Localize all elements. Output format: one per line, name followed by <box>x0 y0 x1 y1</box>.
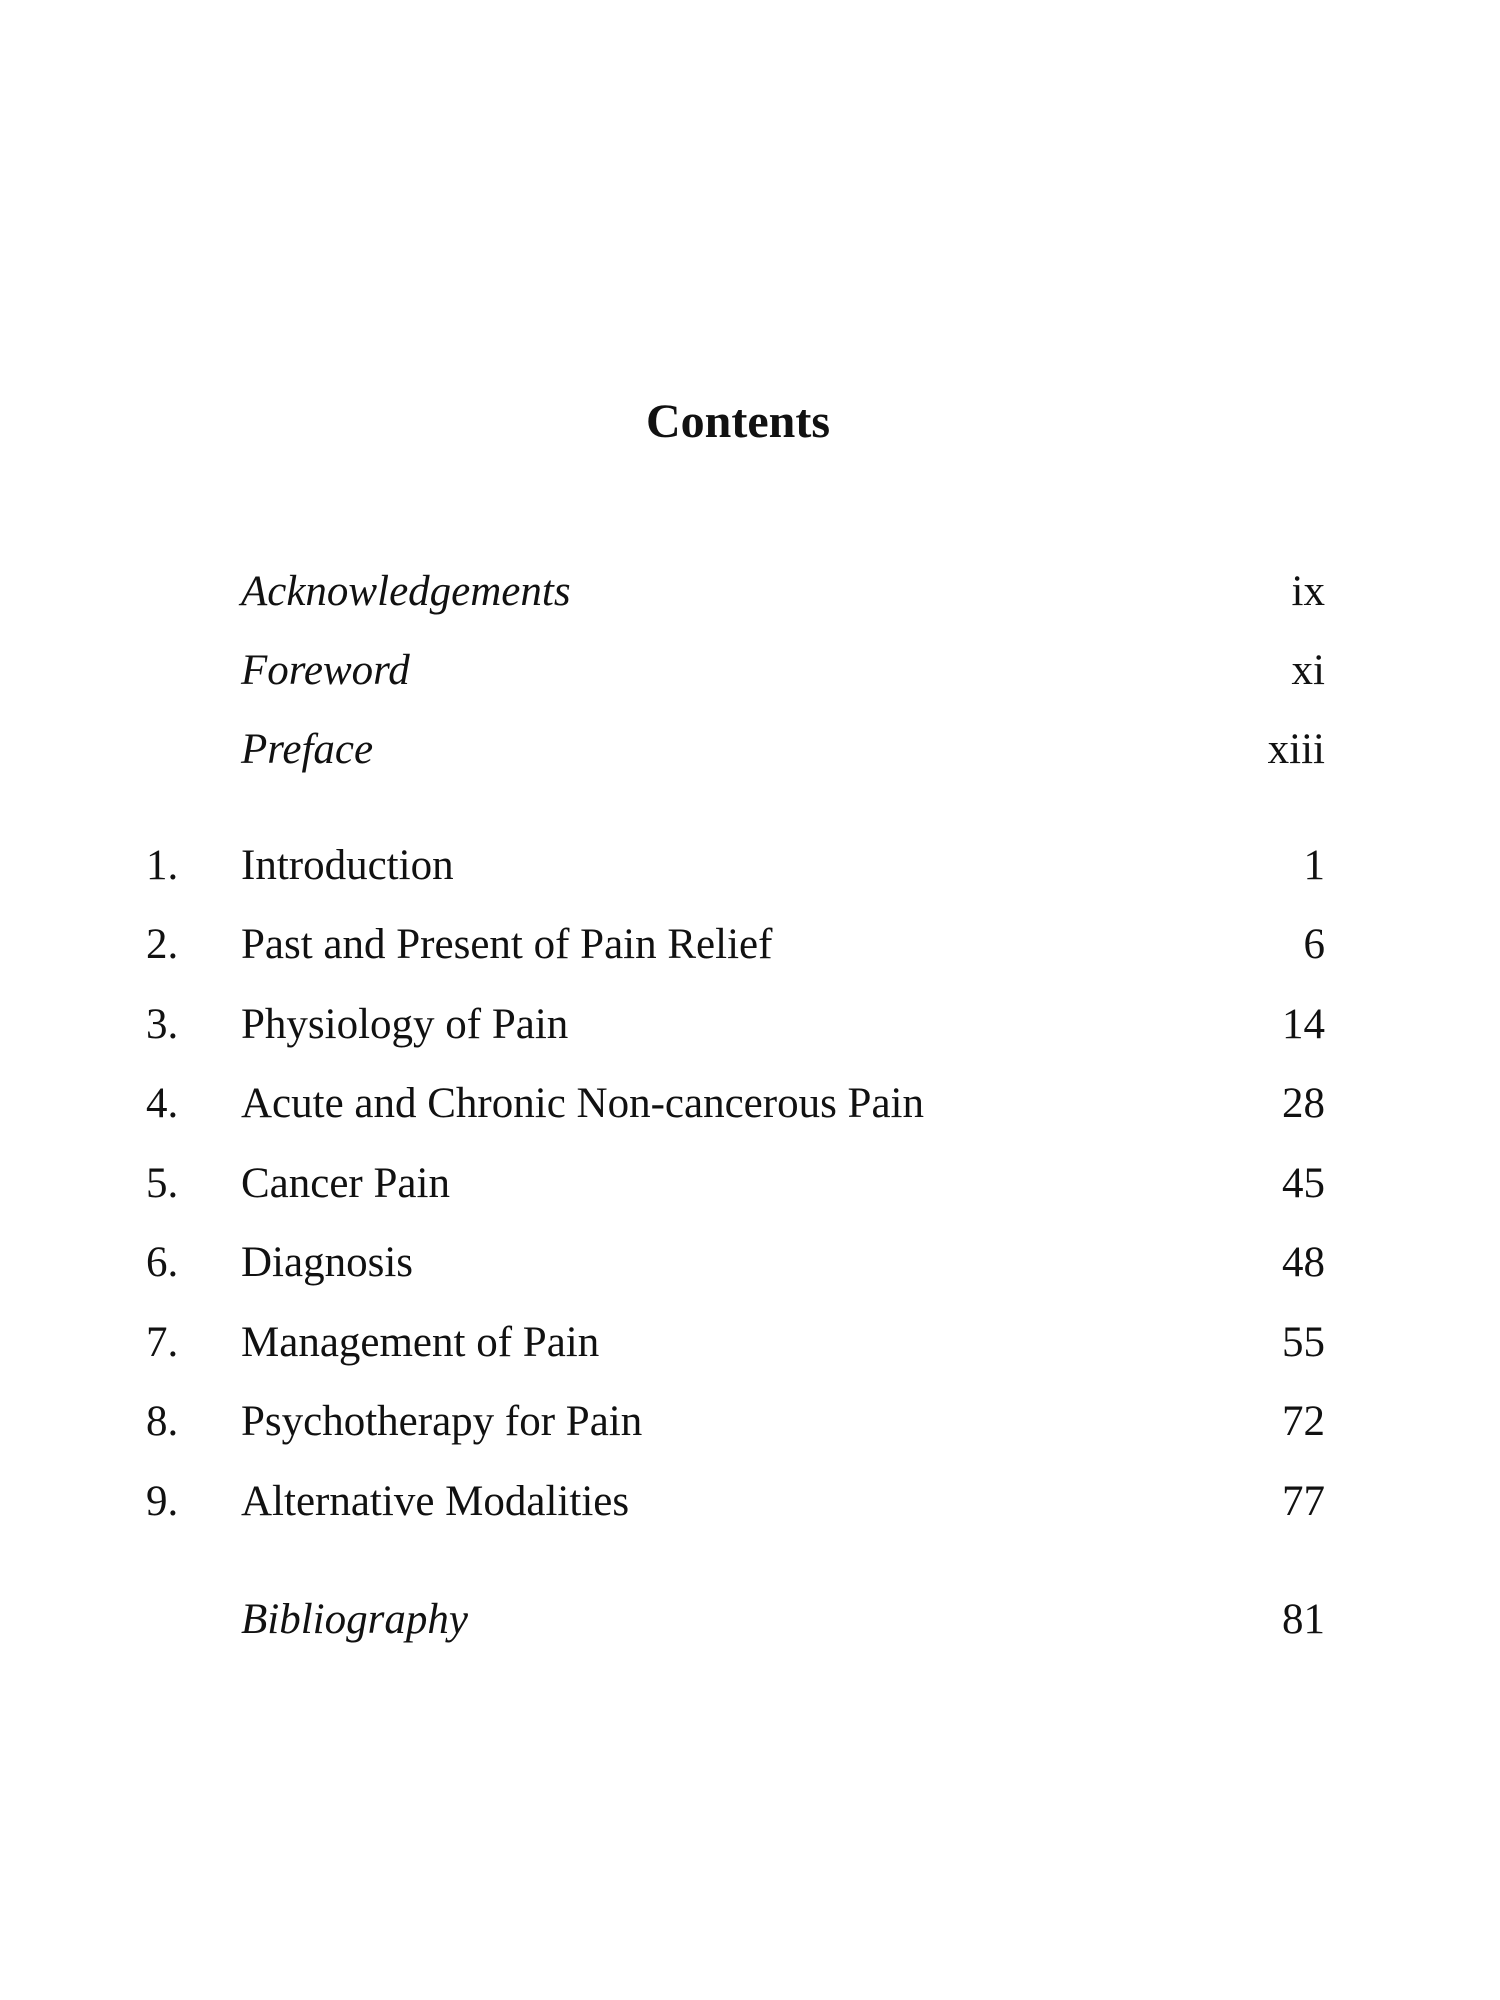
toc-entry-label: Introduction <box>241 842 454 889</box>
toc-entry-label: Cancer Pain <box>241 1160 450 1207</box>
toc-entry-page: xi <box>1291 647 1325 694</box>
toc-entry-label: Alternative Modalities <box>241 1478 630 1525</box>
toc-entry-chapter-4 <box>0 1074 1500 1134</box>
toc-entry-chapter-2 <box>0 915 1500 975</box>
toc-entry-number: 2. <box>146 921 179 968</box>
toc-entry-number: 9. <box>146 1478 179 1525</box>
toc-entry-label: Diagnosis <box>241 1239 413 1286</box>
toc-entry-chapter-1 <box>0 836 1500 896</box>
toc-entry-label: Past and Present of Pain Relief <box>241 921 773 968</box>
toc-entry-label: Preface <box>241 726 374 773</box>
toc-entry-number: 8. <box>146 1398 179 1445</box>
toc-entry-label: Bibliography <box>241 1596 468 1643</box>
toc-entry-number: 5. <box>146 1160 179 1207</box>
toc-entry-page: xiii <box>1267 726 1325 773</box>
toc-entry-number: 1. <box>146 842 179 889</box>
toc-entry-label: Acute and Chronic Non-cancerous Pain <box>241 1080 925 1127</box>
toc-entry-label: Management of Pain <box>241 1319 600 1366</box>
toc-entry-page: 72 <box>1282 1398 1325 1445</box>
toc-entry-bibliography <box>0 1590 1500 1650</box>
toc-entry-label: Acknowledgements <box>241 568 571 615</box>
toc-entry-chapter-8 <box>0 1392 1500 1452</box>
toc-entry-page: 45 <box>1282 1160 1325 1207</box>
toc-entry-preface <box>0 720 1500 780</box>
toc-entry-foreword <box>0 641 1500 701</box>
toc-entry-chapter-7 <box>0 1313 1500 1373</box>
toc-entry-label: Psychotherapy for Pain <box>241 1398 643 1445</box>
toc-entry-number: 4. <box>146 1080 179 1127</box>
toc-entry-page: 28 <box>1282 1080 1325 1127</box>
toc-entry-number: 7. <box>146 1319 179 1366</box>
toc-entry-page: 48 <box>1282 1239 1325 1286</box>
toc-entry-page: 1 <box>1303 842 1325 889</box>
page-title: Contents <box>645 395 830 448</box>
toc-entry-number: 3. <box>146 1001 179 1048</box>
toc-entry-page: 55 <box>1282 1319 1325 1366</box>
toc-entry-chapter-5 <box>0 1154 1500 1214</box>
toc-entry-page: 6 <box>1303 921 1325 968</box>
toc-entry-chapter-6 <box>0 1233 1500 1293</box>
toc-entry-label: Physiology of Pain <box>241 1001 569 1048</box>
toc-entry-page: 14 <box>1282 1001 1325 1048</box>
toc-entry-page: ix <box>1291 568 1325 615</box>
toc-entry-label: Foreword <box>241 647 410 694</box>
toc-entry-page: 77 <box>1282 1478 1325 1525</box>
toc-entry-chapter-3 <box>0 995 1500 1055</box>
toc-entry-acknowledgements <box>0 562 1500 622</box>
toc-entry-page: 81 <box>1282 1596 1325 1643</box>
toc-entry-number: 6. <box>146 1239 179 1286</box>
toc-entry-chapter-9 <box>0 1472 1500 1532</box>
